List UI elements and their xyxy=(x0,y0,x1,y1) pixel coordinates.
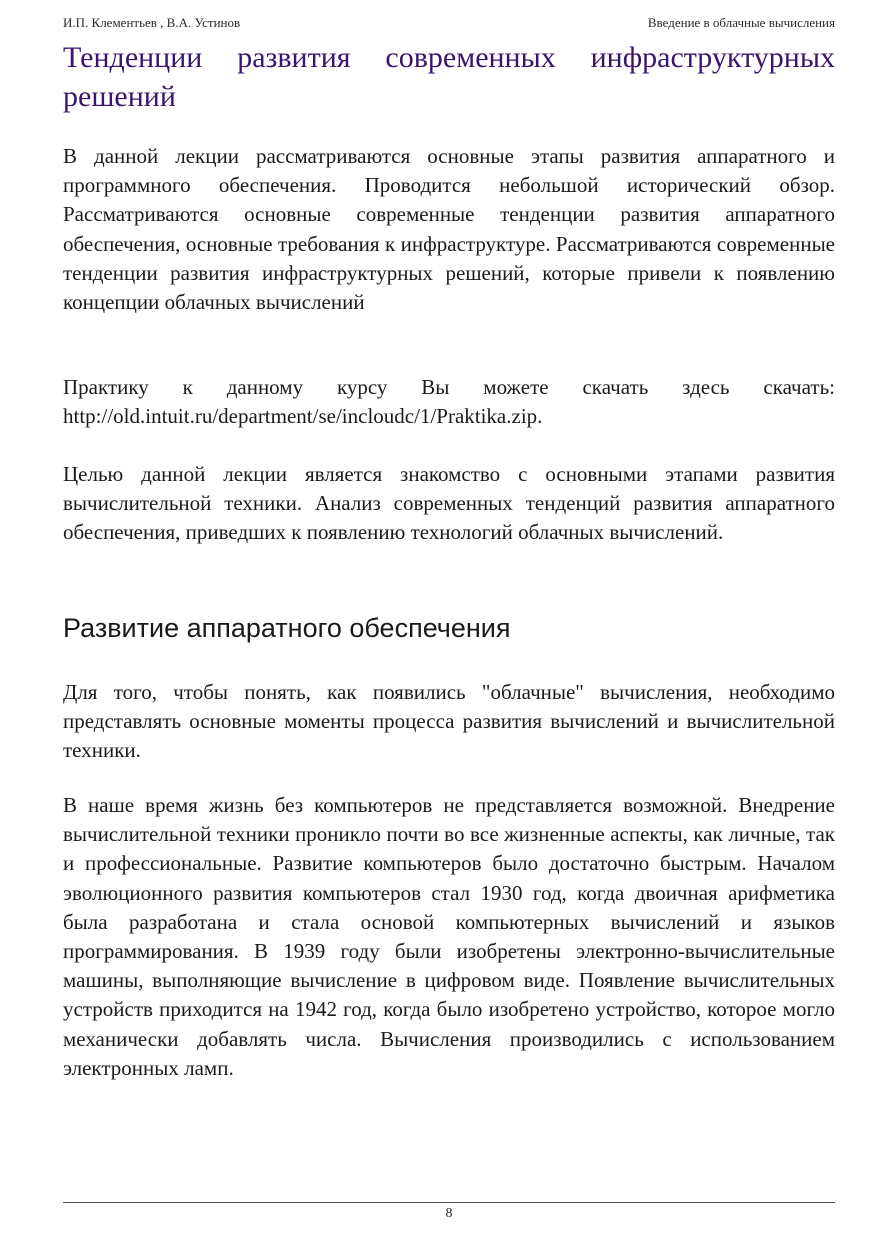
header-authors: И.П. Клементьев , В.А. Устинов xyxy=(63,15,241,30)
running-header xyxy=(63,15,835,31)
section-paragraph-2: В наше время жизнь без компьютеров не представляется возможной. Внедрение вычислительной техники проникло почти во все жизненные аспекты, как личные, так и профессиональные. Развитие компьютеров было достаточно быстрым. Началом эволюционного развития компьютеров стал 1930 год, когда двоичная арифметика была разработана и стала основой компьютерных вычислений и языков программирования. В 1939 году были изобретены электронно-вычислительные машины, выполняющие вычисление в цифровом виде. Появление вычислительных устройств приходится на 1942 год, когда было изобретено устройство, которое могло механически добавлять числа. Вычисления производились с использованием электронных ламп. xyxy=(63,793,835,1080)
document-page xyxy=(63,0,835,1241)
footer-divider xyxy=(63,1202,835,1203)
lecture-goal-paragraph: Целью данной лекции является знакомство с основными этапами развития вычислительной техники. Анализ современных тенденций развития аппаратного обеспечения, приведших к появлению технологий облачных вычислений. xyxy=(63,462,835,545)
header-course-title: Введение в облачные вычисления xyxy=(647,15,835,30)
intro-paragraph-1: В данной лекции рассматриваются основные этапы развития аппаратного и программного обеспечения. Проводится небольшой исторический обзор. Рассматриваются основные современные тенденции развития аппаратного обеспечения, основные требования к инфраструктуре. Рассматриваются современные тенденции развития инфраструктурных решений, которые привели к появлению концепции облачных вычислений xyxy=(63,144,835,315)
lecture-title: Тенденции развития современных инфраструктурных решений xyxy=(63,41,835,113)
practice-download-paragraph: Практику к данному курсу Вы можете скачать здесь скачать: http://old.intuit.ru/department/se/incloudc/1/Praktika.zip. xyxy=(63,375,835,429)
page-number: 8 xyxy=(445,1206,453,1221)
section-paragraph-1: Для того, чтобы понять, как появились "облачные" вычисления, необходимо представлять основные моменты процесса развития вычислений и вычислительной техники. xyxy=(63,680,835,763)
section-heading: Развитие аппаратного обеспечения xyxy=(63,613,511,643)
